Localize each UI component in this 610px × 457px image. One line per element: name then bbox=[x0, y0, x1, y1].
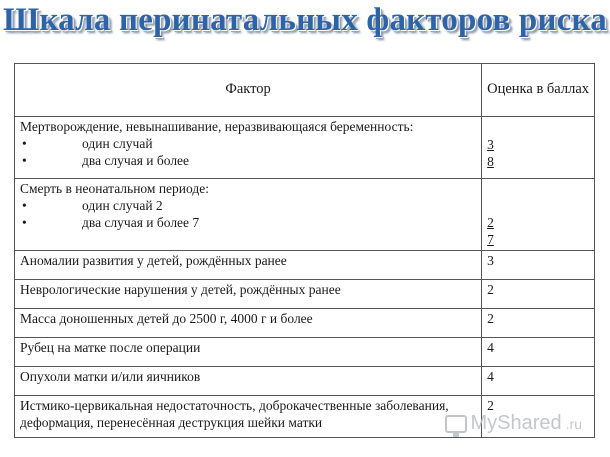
bullet-glyph: • bbox=[22, 215, 27, 230]
list-item bbox=[20, 135, 476, 152]
score-cell: 3 bbox=[482, 251, 595, 280]
header-factor: Фактор bbox=[15, 64, 482, 117]
table-row bbox=[15, 309, 595, 338]
factor-text: Смерть в неонатальном периоде: bbox=[20, 181, 209, 196]
presentation-icon bbox=[445, 415, 467, 433]
page-title: Шкала перинатальных факторов риска bbox=[3, 2, 607, 38]
watermark-text: MyShared bbox=[470, 412, 562, 434]
list-item bbox=[20, 214, 476, 231]
table-row bbox=[15, 338, 595, 367]
list-item-text: два случая и более 7 bbox=[82, 215, 200, 230]
table-row bbox=[15, 179, 595, 251]
factor-cell: Истмико-цервикальная недостаточность, доброкачественные заболевания, деформация, перенесённая деструкция шейки матки bbox=[15, 396, 482, 438]
score-value: 8 bbox=[487, 154, 494, 169]
list-item-text: два случая и более bbox=[82, 153, 190, 168]
list-item-text: один случай bbox=[82, 136, 153, 151]
bullet-glyph: • bbox=[22, 136, 27, 151]
factor-text: Мертворождение, невынашивание, неразвивающаяся беременность: bbox=[20, 119, 414, 134]
watermark bbox=[445, 412, 583, 435]
table-header-row bbox=[15, 64, 595, 117]
factor-cell: Масса доношенных детей до 2500 г, 4000 г и более bbox=[15, 309, 482, 338]
risk-factor-table bbox=[14, 63, 595, 438]
list-item-text: один случай 2 bbox=[82, 198, 163, 213]
score-cell bbox=[482, 117, 595, 179]
factor-cell: Аномалии развития у детей, рождённых ранее bbox=[15, 251, 482, 280]
header-score: Оценка в баллах bbox=[482, 64, 595, 117]
factor-cell: Рубец на матке после операции bbox=[15, 338, 482, 367]
factor-cell: Опухоли матки и/или яичников bbox=[15, 367, 482, 396]
table-row bbox=[15, 251, 595, 280]
bullet-glyph: • bbox=[22, 153, 27, 168]
table-row bbox=[15, 117, 595, 179]
factor-cell: Неврологические нарушения у детей, рождённых ранее bbox=[15, 280, 482, 309]
watermark-ext: .ru bbox=[565, 415, 582, 432]
score-value: 3 bbox=[487, 137, 494, 152]
score-cell: 4 bbox=[482, 367, 595, 396]
score-cell: 2 bbox=[482, 396, 595, 438]
list-item bbox=[20, 197, 476, 214]
list-item bbox=[20, 152, 476, 169]
factor-cell bbox=[15, 117, 482, 179]
table-row bbox=[15, 367, 595, 396]
score-cell: 4 bbox=[482, 338, 595, 367]
score-cell bbox=[482, 179, 595, 251]
bullet-glyph: • bbox=[22, 198, 27, 213]
table-row bbox=[15, 280, 595, 309]
score-value: 7 bbox=[487, 232, 494, 247]
score-value: 2 bbox=[487, 215, 494, 230]
score-cell: 2 bbox=[482, 280, 595, 309]
factor-cell bbox=[15, 179, 482, 251]
score-cell: 2 bbox=[482, 309, 595, 338]
